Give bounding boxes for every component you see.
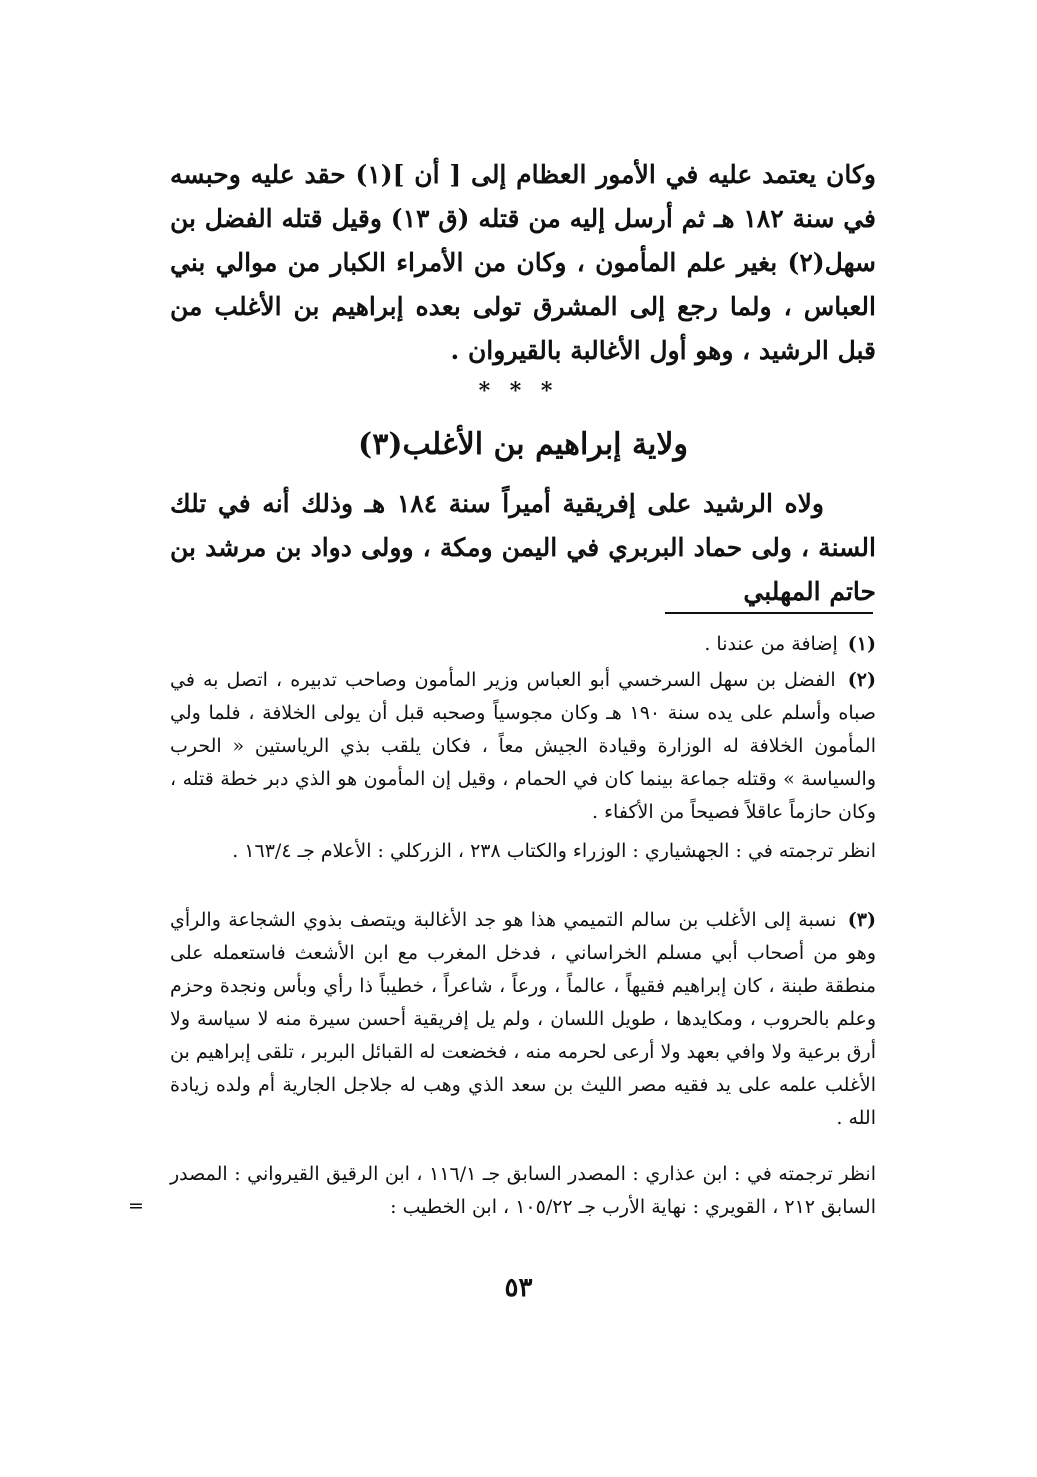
footnote-sources: انظر ترجمته في : ابن عذاري : المصدر السابق جـ ١١٦/١ ، ابن الرقيق القيرواني : المصدر السابق ٢١٢ ، القويري : نهاية الأرب جـ ١٠٥/٢٢ ، ابن الخطيب :	[170, 1163, 876, 1218]
footnote-number: (٢)	[847, 669, 876, 691]
footnote-text: نسبة إلى الأغلب بن سالم التميمي هذا هو جد الأغالبة ويتصف بذوي الشجاعة والرأي وهو من أصحاب أبي مسلم الخراساني ، فدخل المغرب مع ابن الأشعث فاستعمله على منطقة طبنة ، كان إبراهيم فقيهاً ، عالماً ، ورعاً ، شاعراً ، خطيباً ذا رأي وبأس ونجدة وحزم وعلم بالحروب ، ومكايدها ، طويل اللسان ، ولم يل إفريقية أحسن سيرة منه لا سياسة ولا أرق برعية ولا وافي بعهد ولا أرعى لحرمه منه ، فخضعت له القبائل البربر ، تلقى إبراهيم بن الأغلب علمه على يد فقيه مصر الليث بن سعد الذي وهب له جلاجل الجارية أم ولده زيادة الله .	[170, 909, 876, 1129]
footnote-sources: انظر ترجمته في : الجهشياري : الوزراء والكتاب ٢٣٨ ، الزركلي : الأعلام جـ ١٦٣/٤ .	[232, 840, 876, 862]
section-separator: * * *	[478, 378, 559, 404]
footnote-number: (٣)	[847, 909, 876, 931]
body-paragraph: وكان يعتمد عليه في الأمور العظام إلى [ أن ](١) حقد عليه وحبسه في سنة ١٨٢ هـ ثم أرسل إليه من قتله (ق ١٣) وقيل قتله الفضل بن سهل(٢) بغير علم المأمون ، وكان من الأمراء الكبار من موالي بني العباس ، ولما رجع إلى المشرق تولى بعده إبراهيم بن الأغلب من قبل الرشيد ، وهو أول الأغالبة بالقيروان .	[170, 160, 876, 365]
footnote-text: الفضل بن سهل السرخسي أبو العباس وزير المأمون وصاحب تدبيره ، اتصل به في صباه وأسلم على يده سنة ١٩٠ هـ وكان مجوسياً وصحبه قبل أن يولى الخلافة ، فلما ولي المأمون الخلافة له الوزارة وقيادة الجيش معاً ، فكان يلقب بذي الرياستين « الحرب والسياسة » وقتله جماعة بينما كان في الحمام ، وقيل إن المأمون هو الذي دبر خطة قتله ، وكان حازماً عاقلاً فصيحاً من الأكفاء .	[170, 669, 876, 823]
footnote-divider	[665, 612, 873, 614]
footnote	[170, 628, 876, 661]
section-heading: ولاية إبراهيم بن الأغلب(٣)	[357, 427, 688, 462]
page-number: ٥٣	[504, 1273, 533, 1303]
footnote-number: (١)	[847, 633, 876, 655]
body-paragraph: ولاه الرشيد على إفريقية أميراً سنة ١٨٤ هـ وذلك أنه في تلك السنة ، ولى حماد البربري في اليمن ومكة ، وولى دواد بن مرشد بن حاتم المهلبي	[170, 489, 876, 606]
footnote	[170, 904, 876, 1135]
continuation-mark: =	[128, 1195, 144, 1217]
footnote	[170, 664, 876, 829]
footnote-text: إضافة من عندنا .	[704, 633, 838, 655]
